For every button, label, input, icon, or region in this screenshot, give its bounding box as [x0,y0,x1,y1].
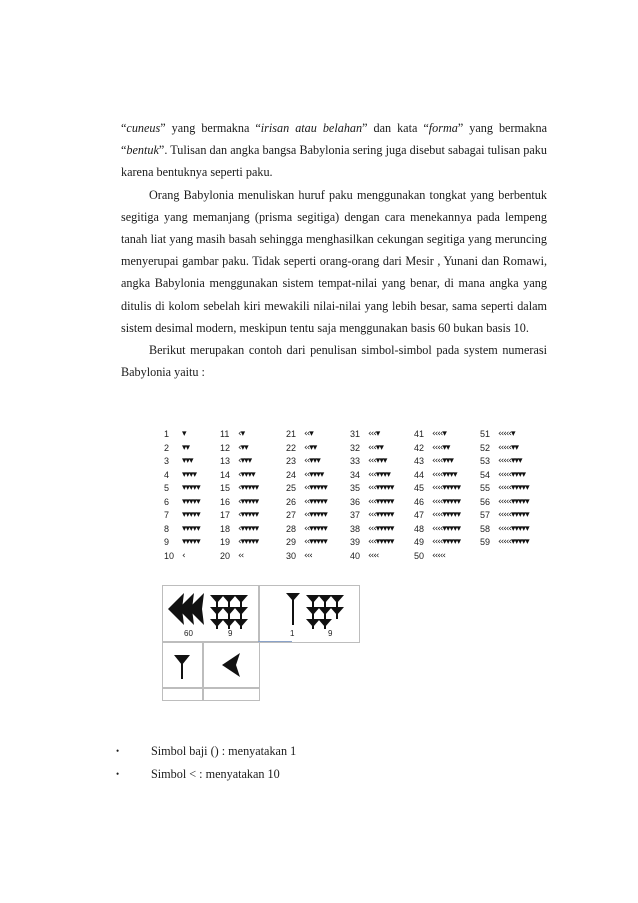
numeral-row [220,428,280,442]
numeral-label: 18 [220,523,231,534]
cuneiform-glyph-icon: ‹‹‹▾▾▾▾▾ [368,496,394,507]
bullet-icon: • [116,746,120,756]
numeral-label: 15 [220,483,231,493]
numeral-row [414,550,474,564]
numeral-row [164,442,224,456]
numeral-label: 13 [220,456,231,466]
cuneiform-glyph-icon: ‹‹‹‹▾▾▾▾▾ [432,496,460,507]
numeral-label: 37 [350,510,361,520]
numeral-row [220,536,280,550]
cuneiform-glyph-icon: ▾▾▾▾▾ [182,483,200,493]
cuneiform-glyph-icon: ‹‹▾▾▾▾▾ [304,483,327,493]
numeral-label: 53 [480,456,491,466]
numeral-column [220,428,280,563]
cuneiform-glyph-icon: ‹‹▾▾▾▾ [304,469,324,480]
cuneiform-glyph-icon: ‹‹‹‹‹▾ [498,429,515,439]
numeral-column [350,428,410,563]
numeral-label: 45 [414,483,425,493]
cuneiform-glyph-icon: ‹‹‹‹‹▾▾▾▾▾ [498,523,529,534]
nine-wedges-icon [210,595,248,629]
numeral-label: 42 [414,442,425,453]
nine-wedges-icon [306,595,344,629]
term-cuneus: cuneus [126,121,161,135]
cuneiform-glyph-icon: ‹‹▾ [304,429,313,439]
numeral-label: 54 [480,469,491,480]
numeral-row [350,469,410,483]
cuneiform-glyph-icon: ‹‹‹▾▾▾▾ [368,469,390,480]
numeral-row [414,482,474,496]
caption-9: 9 [328,629,333,638]
cuneiform-glyph-icon: ‹‹‹▾▾ [368,442,383,453]
numeral-label: 1 [164,429,170,439]
cuneiform-glyph-icon: ‹‹‹▾▾▾▾▾ [368,537,394,547]
cuneiform-glyph-icon: ‹‹ [238,550,244,561]
cuneiform-glyph-icon: ‹‹‹ [304,550,312,561]
numeral-row [220,496,280,510]
cuneiform-glyph-icon: ‹‹▾▾ [304,442,317,453]
numeral-label: 27 [286,510,297,520]
bullet-item [116,740,546,763]
numeral-label: 23 [286,456,297,466]
numeral-label: 5 [164,483,170,493]
numeral-label: 49 [414,537,425,547]
numeral-row [286,469,346,483]
term-forma: forma [428,121,458,135]
cuneiform-glyph-icon: ‹‹▾▾▾▾▾ [304,523,327,534]
numeral-label: 28 [286,523,297,534]
caption-9: 9 [228,629,233,638]
numeral-label: 10 [164,550,175,561]
numeral-row [220,550,280,564]
numeral-label: 35 [350,483,361,493]
cuneiform-glyph-icon: ‹▾▾ [238,442,248,453]
paragraph-2: Orang Babylonia menuliskan huruf paku menggunakan tongkat yang berbentuk segitiga yang memanjang (prisma segitiga) dengan cara menekannya pada lempeng tanah liat yang masih basah sehingga menghasilkan cekungan segitiga yang meruncing menyerupai gambar paku. Tidak seperti orang-orang dari Mesir , Yunani dan Romawi, angka Babylonia menggunakan sistem tempat-nilai yang benar, di mana angka yang ditulis di kolom sebelah kiri mewakili nilai-nilai yang lebih besar, sama seperti dalam sistem desimal modern, meskipun tentu saja menggunakan basis 60 bukan basis 10. [121,187,547,335]
cuneiform-glyph-icon: ‹‹‹‹▾▾▾▾ [432,469,457,480]
caption-1: 1 [290,629,295,638]
numeral-label: 4 [164,469,170,480]
cuneiform-glyph-icon: ‹‹‹‹‹▾▾▾▾▾ [498,483,529,493]
numeral-label: 48 [414,523,425,534]
numeral-label: 59 [480,537,491,547]
numeral-row [220,509,280,523]
ten-wedges-icon [168,593,204,625]
cuneiform-glyph-icon: ‹‹‹▾ [368,429,380,439]
cuneiform-glyph-icon: ‹‹‹‹▾▾▾▾▾ [432,483,460,493]
numeral-label: 26 [286,496,297,507]
cuneiform-glyph-icon: ▾▾▾▾▾ [182,537,200,547]
ten-wedge-icon [222,653,240,677]
text-fragment: ”. Tulisan dan angka bangsa Babylonia sering juga disebut sabagai tulisan paku karena bentuknya seperti paku. [121,143,547,180]
numeral-row [286,482,346,496]
numeral-row [350,455,410,469]
numeral-label: 56 [480,496,491,507]
numeral-row [286,523,346,537]
term-irisan: irisan atau belahan [260,121,363,135]
cuneiform-glyph-icon: ▾ [182,429,186,439]
numeral-label: 34 [350,469,361,480]
cuneiform-glyph-icon: ‹‹▾▾▾▾▾ [304,510,327,520]
text-fragment: ” yang bermakna “ [121,121,547,158]
cuneiform-glyph-icon: ‹▾▾▾▾▾ [238,483,259,493]
numeral-row [286,536,346,550]
term-bentuk: bentuk [126,143,159,158]
cuneiform-glyph-icon: ‹‹‹‹▾▾▾▾▾ [432,537,460,547]
cuneiform-glyph-icon: ‹‹‹‹‹▾▾▾▾ [498,469,526,480]
numeral-column [164,428,224,563]
cuneiform-glyph-icon: ▾▾▾ [182,456,193,466]
numeral-row [350,428,410,442]
numeral-label: 58 [480,523,491,534]
numeral-label: 24 [286,469,297,480]
cuneiform-glyph-icon: ‹ [182,550,185,561]
numeral-row [350,442,410,456]
numeral-label: 43 [414,456,425,466]
numeral-row [480,496,540,510]
numeral-row [414,523,474,537]
numeral-label: 12 [220,442,231,453]
numeral-row [350,509,410,523]
numeral-row [480,469,540,483]
numeral-label: 51 [480,429,491,439]
numeral-row [480,509,540,523]
cuneiform-glyph-icon: ‹▾▾▾▾ [238,469,255,480]
cuneiform-glyph-icon: ‹‹‹‹‹ [432,550,445,561]
cuneiform-glyph-icon: ‹‹‹‹▾▾▾ [432,456,453,466]
text-fragment: ” yang bermakna “ [160,121,261,135]
body-text [121,117,547,383]
cuneiform-glyph-icon: ‹‹‹‹▾▾▾▾▾ [432,510,460,520]
cuneiform-glyph-icon: ‹‹‹‹▾▾ [432,442,450,453]
numeral-row [164,550,224,564]
numeral-label: 30 [286,550,297,561]
numeral-row [414,536,474,550]
numeral-row [164,536,224,550]
bullet-icon: • [116,768,120,779]
cuneiform-glyph-icon: ‹‹‹▾▾▾▾▾ [368,510,394,520]
numeral-label: 50 [414,550,425,561]
cuneiform-glyph-icon: ‹▾▾▾▾▾ [238,523,259,534]
cuneiform-example-glyphs [162,585,372,701]
numeral-row [220,523,280,537]
cuneiform-glyph-icon: ‹▾▾▾▾▾ [238,510,259,520]
numeral-row [164,523,224,537]
cuneiform-glyph-icon: ▾▾▾▾▾ [182,523,200,534]
text-fragment: ” dan kata “ [362,121,429,135]
numeral-row [350,523,410,537]
numeral-row [480,442,540,456]
cuneiform-glyph-icon: ▾▾▾▾▾ [182,510,200,520]
paragraph-3: Berikut merupakan contoh dari penulisan simbol-simbol pada system numerasi Babylonia yaitu : [121,343,547,380]
numeral-row [220,469,280,483]
numeral-column [480,428,540,550]
numeral-label: 11 [220,429,230,439]
cuneiform-glyph-icon: ‹‹‹▾▾▾▾▾ [368,523,394,534]
cuneiform-glyph-icon: ▾▾▾▾▾ [182,496,200,507]
numeral-label: 20 [220,550,231,561]
numeral-label: 44 [414,469,425,480]
cuneiform-glyph-icon: ‹‹‹‹‹▾▾ [498,442,519,453]
numeral-row [414,442,474,456]
numeral-label: 33 [350,456,361,466]
numeral-row [286,428,346,442]
numeral-label: 8 [164,523,170,534]
numeral-label: 32 [350,442,361,453]
numeral-row [220,482,280,496]
numeral-row [350,550,410,564]
numeral-row [414,455,474,469]
one-wedge-icon [174,655,190,679]
numeral-label: 57 [480,510,491,520]
cuneiform-glyph-icon: ‹▾▾▾▾▾ [238,496,259,507]
numeral-row [414,469,474,483]
bullet-text: Simbol < : menyatakan 10 [151,766,280,781]
cuneiform-glyph-icon: ‹‹‹▾▾▾ [368,456,387,466]
numeral-row [480,455,540,469]
numeral-label: 38 [350,523,361,534]
numeral-label: 29 [286,537,297,547]
numeral-row [480,536,540,550]
numeral-label: 41 [414,429,425,439]
numeral-label: 17 [220,510,231,520]
cuneiform-glyph-icon: ▾▾▾▾ [182,469,197,480]
numeral-row [220,455,280,469]
numeral-label: 22 [286,442,297,453]
one-wedge-icon [286,593,300,625]
numeral-label: 16 [220,496,231,507]
numeral-label: 14 [220,469,231,480]
cuneiform-glyph-icon: ‹▾▾▾ [238,456,252,466]
numeral-label: 36 [350,496,361,507]
numeral-label: 9 [164,537,170,547]
numeral-label: 7 [164,510,170,520]
numeral-label: 40 [350,550,361,561]
numeral-row [414,509,474,523]
numeral-row [164,469,224,483]
numeral-label: 47 [414,510,425,520]
numeral-row [480,482,540,496]
numeral-row [164,428,224,442]
numeral-label: 3 [164,456,170,466]
numeral-label: 19 [220,537,231,547]
cuneiform-glyph-icon: ‹‹‹‹‹▾▾▾▾▾ [498,496,529,507]
numeral-row [286,550,346,564]
numeral-label: 2 [164,442,170,453]
cuneiform-glyph-icon: ‹▾▾▾▾▾ [238,537,259,547]
numeral-row [286,509,346,523]
cuneiform-glyph-icon: ‹‹▾▾▾ [304,456,320,466]
cuneiform-glyph-icon: ‹‹‹‹‹▾▾▾▾▾ [498,510,529,520]
cuneiform-glyph-icon: ‹‹‹‹‹▾▾▾▾▾ [498,537,529,547]
numeral-label: 6 [164,496,170,507]
numeral-row [164,509,224,523]
cuneiform-glyph-icon: ‹‹▾▾▾▾▾ [304,537,327,547]
cuneiform-glyph-icon: ▾▾ [182,442,190,453]
numeral-row [350,536,410,550]
numeral-label: 31 [350,429,361,439]
numeral-row [286,455,346,469]
numeral-label: 52 [480,442,491,453]
numeral-row [164,482,224,496]
cuneiform-glyph-icon: ‹‹‹‹▾ [432,429,446,439]
caption-60: 60 [184,629,193,638]
bullet-text: Simbol baji () : menyatakan 1 [151,744,297,758]
paragraph-1 [121,117,547,184]
numeral-row [164,455,224,469]
numeral-row [164,496,224,510]
cuneiform-glyph-icon: ‹‹‹‹‹▾▾▾ [498,456,522,466]
numeral-row [350,482,410,496]
numeral-example-figure [162,585,372,701]
numeral-row [480,523,540,537]
numeral-label: 25 [286,483,297,493]
numeral-label: 39 [350,537,361,547]
numeral-column [414,428,474,563]
numeral-label: 55 [480,483,491,493]
bullet-list [116,740,546,785]
bullet-item [116,763,546,786]
babylonian-numeral-table [164,428,544,564]
numeral-label: 46 [414,496,425,507]
text-fragment: “ [121,121,127,135]
numeral-row [286,496,346,510]
cuneiform-glyph-icon: ‹‹‹‹▾▾▾▾▾ [432,523,460,534]
numeral-row [220,442,280,456]
cuneiform-glyph-icon: ‹‹▾▾▾▾▾ [304,496,327,507]
cuneiform-glyph-icon: ‹▾ [238,429,245,439]
numeral-row [286,442,346,456]
numeral-row [414,428,474,442]
cuneiform-glyph-icon: ‹‹‹‹ [368,550,379,561]
numeral-row [350,496,410,510]
numeral-label: 21 [286,429,297,439]
cuneiform-glyph-icon: ‹‹‹▾▾▾▾▾ [368,483,394,493]
numeral-column [286,428,346,563]
numeral-row [414,496,474,510]
numeral-row [480,428,540,442]
